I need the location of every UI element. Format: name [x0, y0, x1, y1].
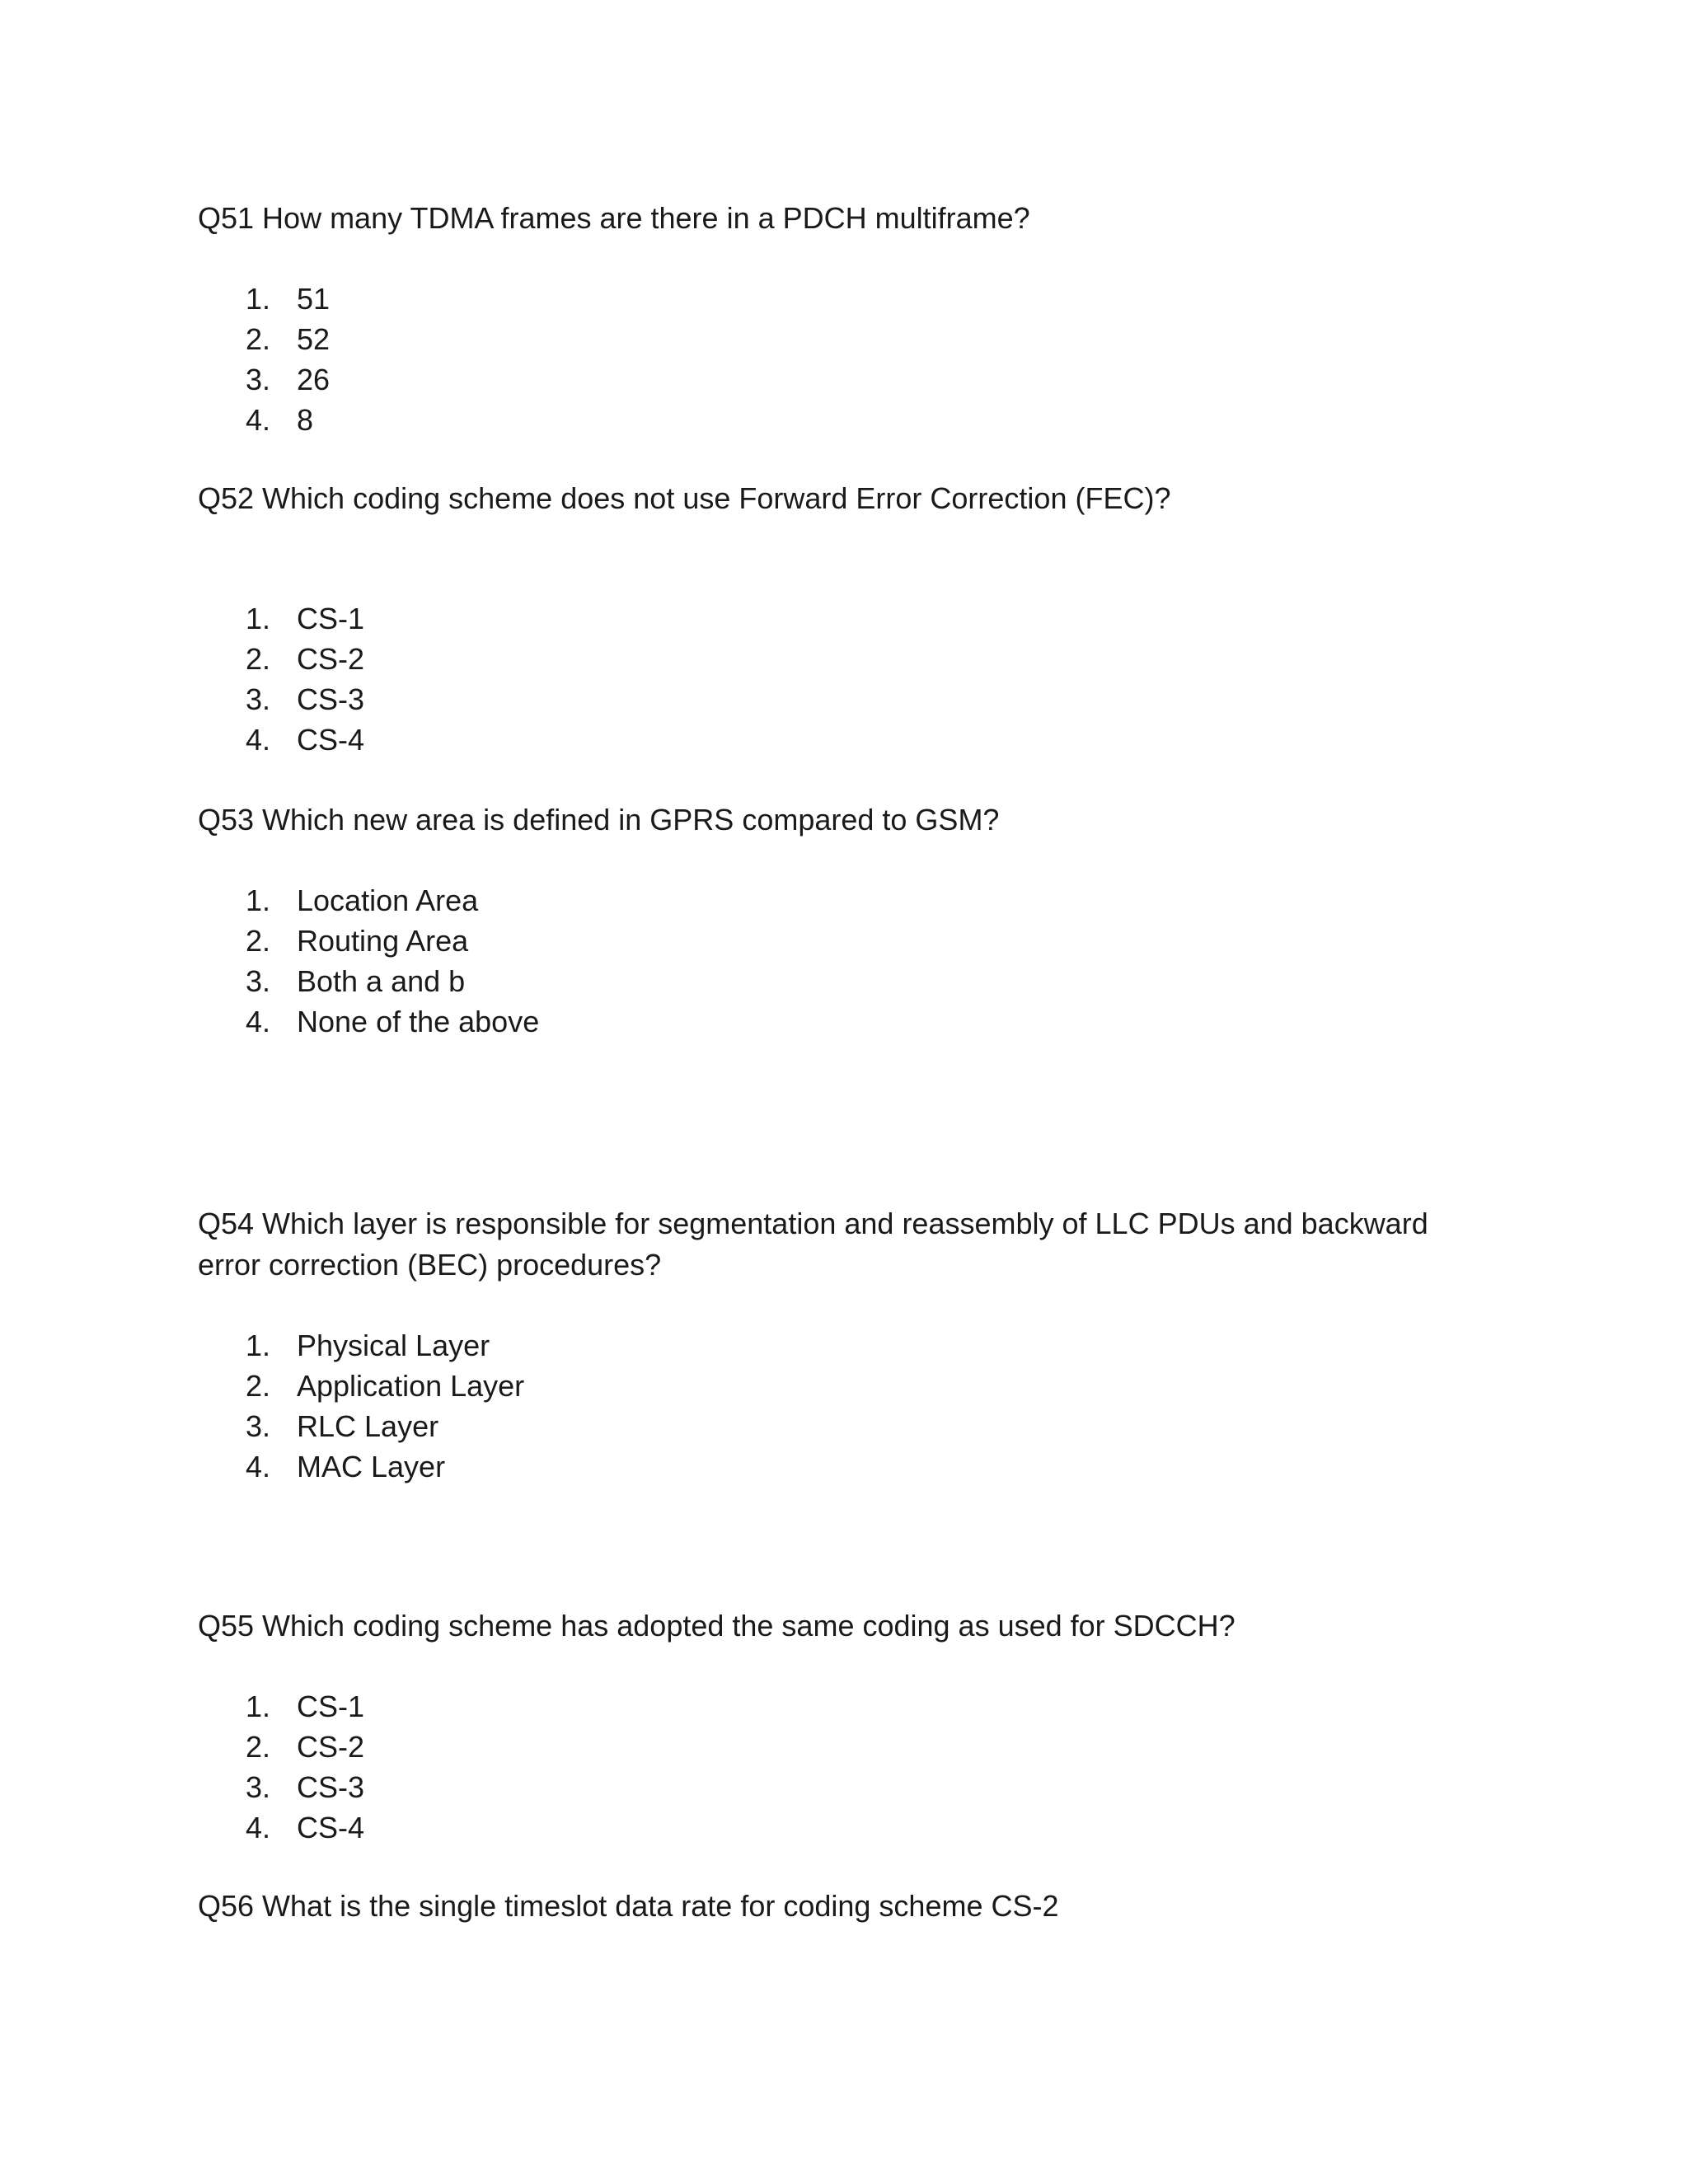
answer-option	[198, 400, 1484, 440]
option-label: CS-3	[297, 1770, 365, 1804]
question-text: Q54 Which layer is responsible for segmentation and reassembly of LLC PDUs and backward error correction (BEC) procedures?	[198, 1207, 1428, 1282]
option-number: 2.	[246, 642, 271, 676]
answer-option	[198, 1406, 1484, 1446]
option-number: 2.	[246, 924, 271, 958]
option-label: 8	[297, 403, 314, 437]
answer-options	[198, 1686, 1484, 1848]
option-label: 52	[297, 322, 331, 356]
option-number: 3.	[246, 363, 271, 396]
option-label: 51	[297, 282, 331, 316]
question-text: Q53 Which new area is defined in GPRS compared to GSM?	[198, 803, 1000, 837]
answer-options	[198, 880, 1484, 1042]
option-label: CS-2	[297, 1730, 365, 1764]
option-number: 1.	[246, 1329, 271, 1362]
answer-options	[198, 1325, 1484, 1487]
answer-option	[198, 359, 1484, 400]
option-number: 3.	[246, 682, 271, 716]
option-label: CS-4	[297, 723, 365, 757]
option-number: 3.	[246, 1770, 271, 1804]
option-label: CS-3	[297, 682, 365, 716]
answer-option	[198, 679, 1484, 719]
option-label: Both a and b	[297, 964, 466, 998]
answer-option	[198, 598, 1484, 639]
question-56	[198, 1886, 1484, 1927]
option-number: 3.	[246, 964, 271, 998]
answer-option	[198, 921, 1484, 961]
option-number: 4.	[246, 1811, 271, 1844]
option-label: RLC Layer	[297, 1409, 439, 1443]
answer-option	[198, 279, 1484, 319]
option-label: MAC Layer	[297, 1450, 446, 1483]
answer-option	[198, 1446, 1484, 1487]
option-label: None of the above	[297, 1005, 540, 1038]
answer-option	[198, 1366, 1484, 1406]
question-text: Q55 Which coding scheme has adopted the same coding as used for SDCCH?	[198, 1609, 1236, 1643]
option-number: 4.	[246, 1450, 271, 1483]
option-number: 4.	[246, 403, 271, 437]
option-number: 2.	[246, 322, 271, 356]
option-number: 4.	[246, 723, 271, 757]
answer-option	[198, 1807, 1484, 1848]
option-number: 2.	[246, 1369, 271, 1403]
answer-option	[198, 1767, 1484, 1807]
answer-option	[198, 1686, 1484, 1727]
answer-option	[198, 1001, 1484, 1042]
option-label: Location Area	[297, 883, 479, 917]
option-label: Application Layer	[297, 1369, 525, 1403]
answer-option	[198, 961, 1484, 1001]
option-number: 1.	[246, 602, 271, 635]
answer-option	[198, 880, 1484, 921]
answer-option	[198, 1325, 1484, 1366]
question-54	[198, 1203, 1484, 1487]
answer-option	[198, 639, 1484, 679]
answer-option	[198, 1727, 1484, 1767]
option-label: CS-1	[297, 1690, 365, 1723]
option-number: 1.	[246, 282, 271, 316]
answer-option	[198, 719, 1484, 760]
option-number: 3.	[246, 1409, 271, 1443]
question-52	[198, 478, 1484, 760]
option-number: 1.	[246, 1690, 271, 1723]
question-text: Q51 How many TDMA frames are there in a PDCH multiframe?	[198, 201, 1030, 235]
option-label: CS-1	[297, 602, 365, 635]
question-text: Q52 Which coding scheme does not use Forward Error Correction (FEC)?	[198, 481, 1171, 515]
option-label: 26	[297, 363, 331, 396]
option-label: CS-4	[297, 1811, 365, 1844]
option-number: 4.	[246, 1005, 271, 1038]
answer-options	[198, 598, 1484, 760]
answer-options	[198, 279, 1484, 440]
option-number: 2.	[246, 1730, 271, 1764]
answer-option	[198, 319, 1484, 359]
question-51	[198, 198, 1484, 440]
option-label: Routing Area	[297, 924, 469, 958]
option-number: 1.	[246, 883, 271, 917]
option-label: CS-2	[297, 642, 365, 676]
option-label: Physical Layer	[297, 1329, 490, 1362]
question-53	[198, 799, 1484, 1042]
question-text: Q56 What is the single timeslot data rate for coding scheme CS-2	[198, 1889, 1059, 1923]
question-55	[198, 1605, 1484, 1848]
